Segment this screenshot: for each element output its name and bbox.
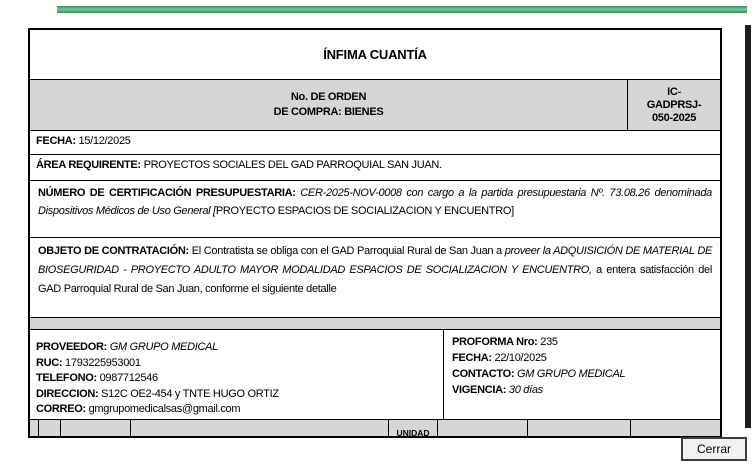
proforma-fecha-value: 22/10/2025 — [491, 352, 547, 364]
fecha-row — [30, 130, 720, 154]
objeto-regular-text-1: El Contratista se obliga con el GAD Parroquial Rural de San Juan a — [188, 245, 505, 257]
proforma-nro-label: PROFORMA Nro: — [452, 336, 538, 348]
proforma-cell — [443, 330, 720, 419]
spacer-row — [30, 317, 720, 329]
contacto-label: CONTACTO: — [452, 368, 515, 380]
proforma-nro-line — [452, 334, 714, 350]
contacto-line — [452, 366, 714, 382]
items-col-8 — [630, 420, 720, 436]
contacto-value: GM GRUPO MEDICAL — [514, 368, 626, 380]
items-col-4 — [130, 420, 388, 436]
vigencia-label: VIGENCIA: — [452, 384, 507, 396]
items-header-row — [30, 419, 720, 436]
direccion-line — [36, 387, 437, 403]
area-label: ÁREA REQUIRENTE: — [36, 159, 141, 171]
proveedor-line — [36, 340, 437, 356]
correo-label: CORREO: — [36, 403, 86, 415]
certificacion-row — [30, 180, 720, 237]
objeto-contratacion-row — [30, 237, 720, 317]
order-code-cell — [627, 80, 720, 130]
certificacion-regular-text: PROYECTO ESPACIOS DE SOCIALIZACION Y ENCUENTRO] — [215, 205, 514, 217]
order-code-line3: 050-2025 — [651, 111, 697, 124]
objeto-italic-text: proveer la ADQUISICIÓN DE MATERIAL DE BIOSEGURIDAD - PROYECTO ADULTO MAYOR MODALIDAD ESPACIOS DE SOCIALIZACION Y ENCUENTRO, — [38, 245, 713, 276]
ruc-label: RUC: — [36, 356, 63, 369]
close-button[interactable]: Cerrar — [681, 437, 747, 461]
proforma-fecha-line — [452, 350, 714, 366]
order-label-line2: DE COMPRA: BIENES — [273, 106, 384, 118]
proforma-nro-value: 235 — [537, 336, 558, 348]
items-col-unidad — [388, 420, 437, 436]
ruc-line — [36, 356, 437, 372]
correo-line — [36, 402, 437, 418]
certificacion-label: NÚMERO DE CERTIFICACIÓN PRESUPUESTARIA: — [38, 187, 296, 199]
items-col-6 — [437, 420, 527, 436]
telefono-label: TELEFONO: — [36, 372, 97, 384]
document-title: ÍNFIMA CUANTÍA — [323, 47, 427, 62]
area-requirente-row — [30, 154, 720, 180]
items-col-7 — [527, 420, 630, 436]
area-value: PROYECTOS SOCIALES DEL GAD PARROQUIAL SAN JUAN. — [140, 159, 442, 171]
fecha-label: FECHA: — [36, 135, 76, 147]
order-label-line1: No. DE ORDEN — [290, 91, 367, 103]
objeto-label: OBJETO DE CONTRATACIÓN: — [38, 245, 189, 257]
telefono-value: 0987712546 — [96, 372, 158, 384]
telefono-line — [36, 371, 437, 387]
order-code-line2: GADPRSJ- — [646, 98, 702, 111]
proforma-fecha-label: FECHA: — [452, 352, 492, 364]
items-col-1 — [30, 420, 38, 436]
items-header-unidad: UNIDAD — [396, 428, 430, 436]
order-label-cell — [30, 80, 627, 130]
document-title-row — [30, 30, 720, 79]
direccion-value: S12C OE2-454 y TNTE HUGO ORTIZ — [98, 387, 279, 400]
certificacion-italic-text: CER-2025-NOV-0008 con cargo a la partida presupuestaria Nº. 73.08.26 denominada Dispositivos Médicos de Uso General [ — [38, 187, 712, 217]
order-code-line1: IC- — [667, 85, 681, 98]
proveedor-cell — [30, 330, 443, 419]
infima-cuantia-document — [28, 28, 722, 438]
vigencia-value: 30 días — [506, 384, 543, 396]
correo-value: gmgrupomedicalsas@gmail.com — [85, 403, 241, 415]
direccion-label: DIRECCION: — [36, 387, 99, 400]
items-col-2 — [38, 420, 60, 436]
vertical-scrollbar[interactable] — [745, 25, 751, 428]
ruc-value: 1793225953001 — [62, 356, 141, 369]
proveedor-value: GM GRUPO MEDICAL — [106, 341, 218, 353]
order-header-row — [30, 79, 720, 130]
proveedor-label: PROVEEDOR: — [36, 341, 107, 353]
proveedor-proforma-row — [30, 329, 720, 419]
objeto-regular-text-2: a entera satisfacción del GAD Parroquial Rural de San Juan, conforme el siguiente detalle — [38, 264, 712, 295]
fecha-value: 15/12/2025 — [75, 135, 131, 147]
items-col-3 — [60, 420, 130, 436]
top-accent-bar — [57, 6, 747, 13]
vigencia-line — [452, 382, 714, 398]
